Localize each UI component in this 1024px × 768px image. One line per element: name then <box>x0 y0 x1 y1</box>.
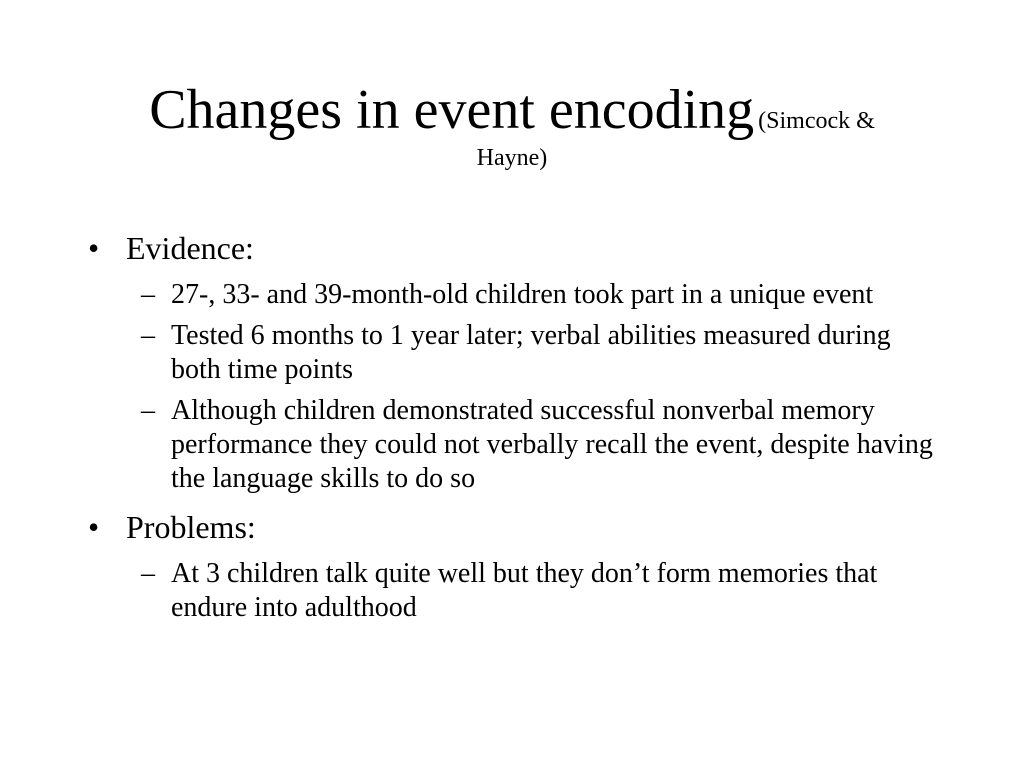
title-text: Changes in event encoding <box>149 79 755 141</box>
slide-title <box>60 79 964 174</box>
dash-icon: – <box>141 320 155 351</box>
slide-body <box>88 225 938 625</box>
sub-bullet <box>88 394 934 496</box>
bullet-icon: • <box>88 509 100 545</box>
dash-icon: – <box>141 558 155 589</box>
title-citation-line2: Hayne) <box>476 145 548 171</box>
title-citation-line1: (Simcock & <box>758 108 875 134</box>
sub-bullet-text: Tested 6 months to 1 year later; verbal abilities measured during both time points <box>171 320 891 385</box>
sub-bullet <box>88 278 934 312</box>
sub-bullet <box>88 557 934 625</box>
dash-icon: – <box>141 395 155 426</box>
sub-bullet <box>88 319 934 387</box>
bullet-evidence <box>88 225 938 271</box>
sub-bullet-text: 27-, 33- and 39-month-old children took part in a unique event <box>171 279 874 310</box>
sub-bullet-text: Although children demonstrated successful nonverbal memory performance they could not verbally recall the event, despite having the language skills to do so <box>171 395 933 494</box>
dash-icon: – <box>141 279 155 310</box>
bullet-heading: Evidence: <box>126 230 254 266</box>
bullet-heading: Problems: <box>126 509 256 545</box>
sub-bullet-text: At 3 children talk quite well but they don’t form memories that endure into adulthood <box>171 558 878 623</box>
bullet-problems <box>88 504 938 550</box>
bullet-icon: • <box>88 230 100 266</box>
